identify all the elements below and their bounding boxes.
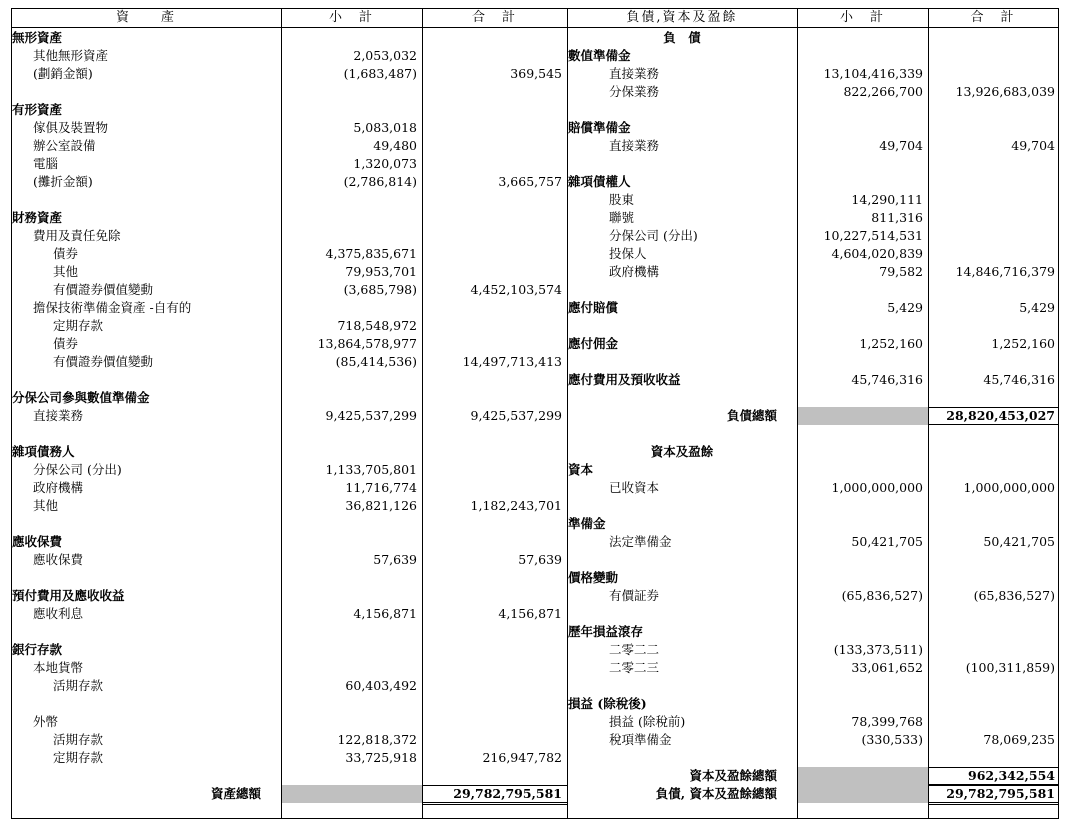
total-value: 4,452,103,574	[470, 282, 562, 297]
total-rule	[928, 785, 1058, 786]
row-label: 分保業務	[609, 84, 660, 99]
col-divider	[11, 8, 12, 819]
subtotal-value: 811,316	[871, 210, 923, 225]
total-rule	[422, 804, 567, 805]
row-label: 其他無形資產	[33, 48, 109, 63]
subtotal-value: 49,480	[373, 138, 417, 153]
header-bottom-border	[11, 27, 1059, 28]
subtotal-value: 57,639	[373, 552, 417, 567]
subtotal-value: 5,429	[887, 300, 923, 315]
total-value: (100,311,859)	[965, 660, 1055, 675]
subtotal-value: 45,746,316	[851, 372, 923, 387]
total-value: 14,497,713,413	[462, 354, 562, 369]
row-label: 資產總額	[210, 786, 261, 801]
row-label: (攤折金額)	[33, 174, 93, 189]
subtotal-value: 36,821,126	[345, 498, 417, 513]
header-assets: 資 產	[115, 10, 176, 25]
shaded-cell	[798, 407, 928, 425]
subtotal-value: (1,683,487)	[343, 66, 417, 81]
row-label: 活期存款	[53, 732, 104, 747]
header-total-right: 合 計	[970, 10, 1016, 25]
total-value: (65,836,527)	[973, 588, 1055, 603]
subtotal-value: 1,133,705,801	[325, 462, 417, 477]
shaded-cell	[282, 785, 422, 803]
subtotal-value: 2,053,032	[353, 48, 417, 63]
total-value: 49,704	[1011, 138, 1055, 153]
subtotal-value: 1,320,073	[353, 156, 417, 171]
subtotal-value: 4,156,871	[353, 606, 417, 621]
shaded-cell	[798, 785, 928, 803]
subtotal-value: 78,399,768	[851, 714, 923, 729]
row-label: 分保公司參與數值準備金	[12, 390, 150, 405]
row-label: 聯號	[609, 210, 635, 225]
row-label: 二零二二	[609, 642, 660, 657]
subtotal-value: 4,604,020,839	[831, 246, 923, 261]
shaded-cell	[798, 767, 928, 785]
subtotal-value: 60,403,492	[345, 678, 417, 693]
col-divider	[1058, 8, 1059, 819]
subtotal-value: 50,421,705	[851, 534, 923, 549]
subtotal-value: 4,375,835,671	[325, 246, 417, 261]
total-rule	[928, 802, 1058, 803]
row-label: 定期存款	[53, 318, 104, 333]
row-label: 應收保費	[33, 552, 84, 567]
subtotal-value: (85,414,536)	[335, 354, 417, 369]
subtotal-value: 122,818,372	[337, 732, 417, 747]
row-label: 辦公室設備	[33, 138, 96, 153]
row-label: 負債, 資本及盈餘總額	[655, 786, 777, 801]
subtotal-value: 822,266,700	[843, 84, 923, 99]
total-value: 14,846,716,379	[955, 264, 1055, 279]
row-label: 應付賠償	[568, 300, 619, 315]
row-label: 活期存款	[53, 678, 104, 693]
total-value: 1,182,243,701	[470, 498, 562, 513]
row-label: 雜項債務人	[12, 444, 75, 459]
row-label: 定期存款	[53, 750, 104, 765]
total-value: 29,782,795,581	[453, 786, 562, 801]
row-label: 損益 (除稅前)	[609, 714, 686, 729]
row-label: 應付佣金	[568, 336, 619, 351]
total-value: 1,000,000,000	[963, 480, 1055, 495]
row-label: 已收資本	[609, 480, 660, 495]
row-label: 資本及盈餘	[650, 444, 714, 459]
total-rule	[928, 407, 1058, 408]
row-label: (劃銷金額)	[33, 66, 93, 81]
row-label: 有價證券價值變動	[53, 354, 154, 369]
row-label: 稅項準備金	[609, 732, 672, 747]
row-label: 擔保技術準備金資產 -自有的	[33, 300, 192, 315]
row-label: 賠償準備金	[568, 120, 631, 135]
subtotal-value: (3,685,798)	[343, 282, 417, 297]
subtotal-value: 79,582	[879, 264, 923, 279]
subtotal-value: 11,716,774	[345, 480, 417, 495]
header-subtotal-right: 小 計	[839, 10, 885, 25]
row-label: 外幣	[33, 714, 59, 729]
subtotal-value: 9,425,537,299	[325, 408, 417, 423]
row-label: 準備金	[568, 516, 606, 531]
row-label: 其他	[53, 264, 79, 279]
total-value: 216,947,782	[482, 750, 562, 765]
row-label: 電腦	[33, 156, 59, 171]
row-label: 雜項債權人	[568, 174, 631, 189]
row-label: 股東	[609, 192, 635, 207]
subtotal-value: 13,864,578,977	[317, 336, 417, 351]
row-label: 預付費用及應收收益	[12, 588, 125, 603]
table-bottom-border	[11, 818, 1059, 819]
row-label: 銀行存款	[12, 642, 63, 657]
row-label: 傢俱及裝置物	[33, 120, 109, 135]
row-label: 直接業務	[609, 138, 660, 153]
row-label: 費用及責任免除	[33, 228, 121, 243]
row-label: 負 債	[663, 30, 701, 45]
subtotal-value: 79,953,701	[345, 264, 417, 279]
row-label: 直接業務	[33, 408, 84, 423]
row-label: 政府機構	[33, 480, 84, 495]
subtotal-value: 5,083,018	[353, 120, 417, 135]
total-rule	[928, 804, 1058, 805]
row-label: 應收利息	[33, 606, 84, 621]
row-label: 直接業務	[609, 66, 660, 81]
subtotal-value: 33,725,918	[345, 750, 417, 765]
total-value: 3,665,757	[498, 174, 562, 189]
total-value: 13,926,683,039	[955, 84, 1055, 99]
subtotal-value: (65,836,527)	[841, 588, 923, 603]
total-value: 4,156,871	[498, 606, 562, 621]
row-label: 歷年損益滾存	[568, 624, 644, 639]
header-subtotal-left: 小 計	[328, 10, 374, 25]
row-label: 價格變動	[568, 570, 619, 585]
subtotal-value: 14,290,111	[851, 192, 923, 207]
row-label: 投保人	[609, 246, 647, 261]
total-rule	[422, 785, 567, 786]
subtotal-value: (330,533)	[861, 732, 923, 747]
row-label: 本地貨幣	[33, 660, 84, 675]
row-label: 資本及盈餘總額	[689, 768, 777, 783]
header-liabilities: 負債,資本及盈餘	[626, 10, 738, 25]
subtotal-value: 33,061,652	[851, 660, 923, 675]
total-rule	[928, 767, 1058, 768]
row-label: 政府機構	[609, 264, 660, 279]
row-label: 損益 (除稅後)	[568, 696, 647, 711]
row-label: 負債總額	[726, 408, 777, 423]
row-label: 數值準備金	[568, 48, 631, 63]
row-label: 法定準備金	[609, 534, 672, 549]
total-value: 5,429	[1019, 300, 1055, 315]
row-label: 應付費用及預收收益	[568, 372, 681, 387]
row-label: 其他	[33, 498, 59, 513]
total-value: 29,782,795,581	[946, 786, 1055, 801]
row-label: 分保公司 (分出)	[609, 228, 698, 243]
row-label: 債券	[53, 336, 79, 351]
total-value: 57,639	[518, 552, 562, 567]
total-value: 1,252,160	[991, 336, 1055, 351]
subtotal-value: 13,104,416,339	[823, 66, 923, 81]
total-value: 45,746,316	[983, 372, 1055, 387]
subtotal-value: 718,548,972	[337, 318, 417, 333]
row-label: 債券	[53, 246, 79, 261]
row-label: 有價證券價值變動	[53, 282, 154, 297]
total-rule	[928, 424, 1058, 425]
total-value: 78,069,235	[983, 732, 1055, 747]
total-value: 28,820,453,027	[946, 408, 1055, 423]
row-label: 二零二三	[609, 660, 660, 675]
subtotal-value: 1,000,000,000	[831, 480, 923, 495]
total-value: 50,421,705	[983, 534, 1055, 549]
row-label: 資本	[568, 462, 594, 477]
row-label: 財務資產	[12, 210, 63, 225]
row-label: 分保公司 (分出)	[33, 462, 122, 477]
subtotal-value: 1,252,160	[859, 336, 923, 351]
total-rule	[422, 802, 567, 803]
row-label: 有形資產	[12, 102, 63, 117]
total-value: 369,545	[510, 66, 562, 81]
subtotal-value: 49,704	[879, 138, 923, 153]
row-label: 有價証券	[609, 588, 660, 603]
subtotal-value: (2,786,814)	[343, 174, 417, 189]
row-label: 無形資產	[12, 30, 63, 45]
balance-sheet	[11, 8, 1059, 819]
total-value: 962,342,554	[968, 768, 1055, 783]
subtotal-value: 10,227,514,531	[823, 228, 923, 243]
total-value: 9,425,537,299	[470, 408, 562, 423]
subtotal-value: (133,373,511)	[833, 642, 923, 657]
row-label: 應收保費	[12, 534, 63, 549]
header-total-left: 合 計	[471, 10, 517, 25]
